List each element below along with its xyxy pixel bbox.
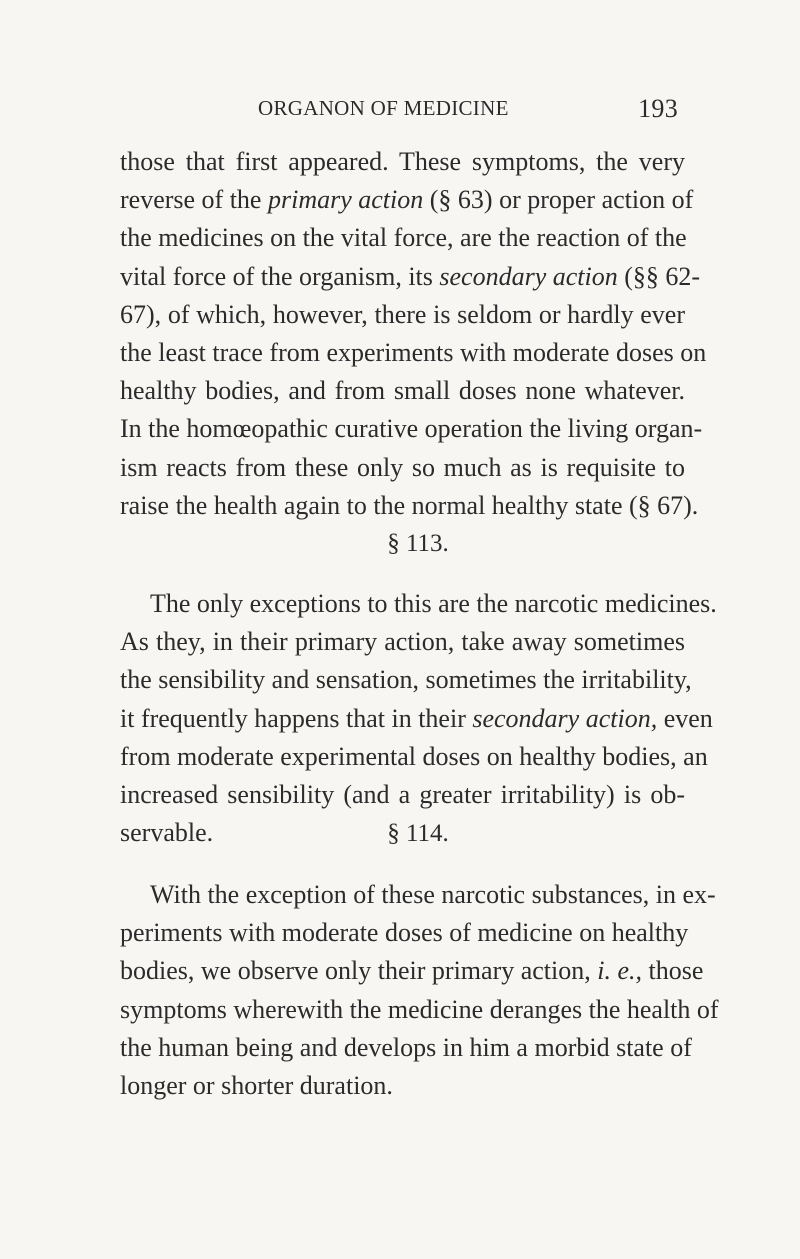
text-line: 67), of which, however, there is seldom or hardly ever — [120, 299, 685, 329]
text-line: symptoms wherewith the medicine deranges the health of — [120, 994, 719, 1024]
emphasis-primary-action: primary action — [267, 185, 424, 215]
text-line: The only exceptions to this are the narcotic medicines. — [150, 589, 717, 618]
section-heading-114: § 114. — [387, 820, 449, 847]
text-line: increased sensibility (and a greater irritability) is ob- — [120, 780, 685, 810]
running-head — [258, 96, 678, 126]
text-line: the least trace from experiments with moderate doses on — [120, 338, 707, 368]
emphasis-secondary-action: secondary action, — [472, 703, 658, 733]
page-number: 193 — [638, 94, 678, 123]
running-title: ORGANON OF MEDICINE — [258, 96, 509, 120]
text-line: reverse of the primary action (§ 63) or proper action of — [120, 185, 694, 215]
section-113-paragraph — [120, 585, 717, 852]
emphasis-ie: i. e., — [597, 956, 643, 986]
text-line: from moderate experimental doses on healthy bodies, an — [120, 741, 708, 771]
section-114-paragraph — [120, 876, 719, 1105]
text-line: In the homœopathic curative operation the living organ- — [120, 414, 703, 444]
text-line: raise the health again to the normal healthy state (§ 67). — [120, 490, 699, 520]
text-line: healthy bodies, and from small doses none whatever. — [120, 376, 685, 406]
text-line: vital force of the organism, its secondary action (§§ 62- — [120, 261, 701, 291]
text-line: periments with moderate doses of medicine on healthy — [120, 918, 689, 948]
text-line: ism reacts from these only so much as is requisite to — [120, 452, 685, 482]
text-line: it frequently happens that in their secondary action, even — [120, 703, 713, 733]
text-line: servable. — [120, 818, 214, 848]
section-heading-113: § 113. — [387, 530, 449, 557]
text-line: the medicines on the vital force, are the reaction of the — [120, 223, 687, 253]
text-line: the sensibility and sensation, sometimes the irritability, — [120, 665, 692, 695]
emphasis-secondary-action: secondary action — [439, 261, 618, 291]
paragraph-continuation — [120, 143, 707, 525]
text-line: those that first appeared. These symptoms, the very — [120, 147, 685, 176]
text-line: the human being and develops in him a morbid state of — [120, 1032, 692, 1062]
text-line: longer or shorter duration. — [120, 1071, 393, 1101]
text-line: As they, in their primary action, take away sometimes — [120, 627, 685, 657]
text-line: With the exception of these narcotic substances, in ex- — [150, 880, 716, 909]
text-line: bodies, we observe only their primary action, i. e., those — [120, 956, 704, 986]
